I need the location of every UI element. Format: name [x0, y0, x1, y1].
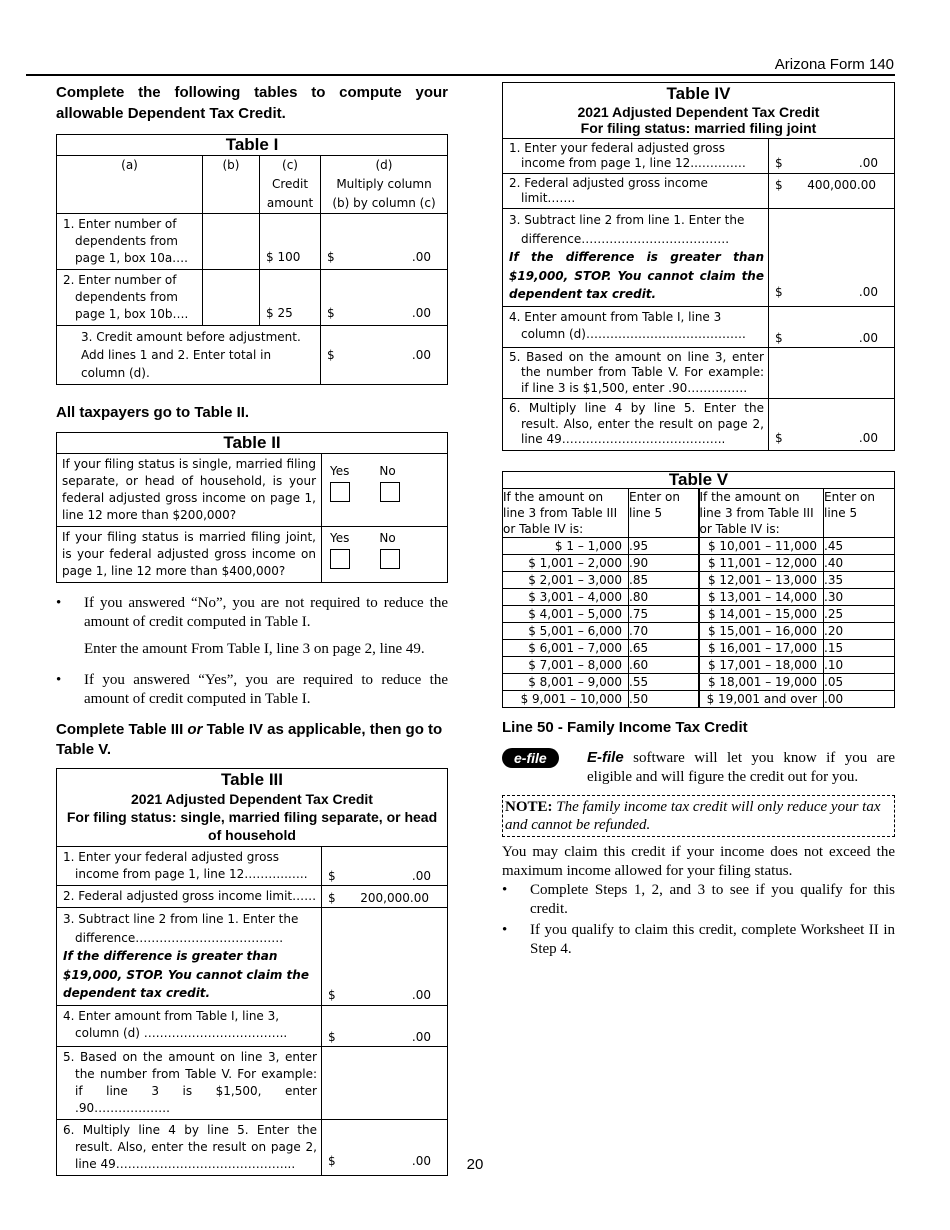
table-4-line-5-amount[interactable] — [769, 347, 895, 399]
table-5-range-high: $ 17,001 – 18,000 — [699, 656, 824, 673]
efile-text — [587, 748, 895, 787]
table-3-line-3-warning: If the difference is greater than $19,000, STOP. You cannot claim the dependent tax credit. — [63, 949, 309, 1000]
dollar-sign: $ — [328, 869, 336, 883]
table-5-factor-low: .85 — [629, 571, 699, 588]
dollar-sign: $ — [775, 330, 783, 345]
table-5-factor-low: .80 — [629, 588, 699, 605]
note-box — [502, 795, 895, 837]
table-5-header-enter: Enter on line 5 — [629, 488, 699, 537]
amount-value: .00 — [411, 348, 431, 362]
line-50-bullet-2: • If you qualify to claim this credit, complete Worksheet II in Step 4. — [502, 921, 895, 959]
dollar-sign: $ — [328, 1153, 336, 1168]
table-3-line-1-amount[interactable] — [322, 847, 448, 886]
table-5-factor-high: .45 — [824, 537, 895, 554]
amount-value: .00 — [858, 156, 878, 170]
table-1-line-3-result[interactable] — [321, 326, 448, 385]
no-label: No — [379, 531, 396, 545]
bullet-answered-no-instruction: Enter the amount From Table I, line 3 on page 2, line 49. — [84, 641, 425, 657]
table-2-question-1: If your filing status is single, married filing separate, or head of household, is your federal adjusted gross income on page 1, line 12 more than $200,000? — [57, 454, 322, 527]
complete-table-heading — [56, 720, 448, 760]
no-label: No — [379, 464, 396, 478]
table-4-line-4-amount[interactable] — [769, 306, 895, 347]
heading-part: Complete Table III — [56, 721, 188, 738]
table-4-line-2-label: 2. Federal adjusted gross income limit……. — [503, 174, 769, 209]
table-4-line-1-amount[interactable] — [769, 139, 895, 174]
table-5-header-enter-2: Enter on line 5 — [824, 488, 895, 537]
table-4-filing-status: For filing status: married filing joint — [580, 120, 817, 136]
table-1-col-b: (b) — [203, 156, 260, 214]
table-5-factor-high: .40 — [824, 554, 895, 571]
table-1-line-1-input[interactable] — [203, 214, 260, 270]
table-3-line-1-label: 1. Enter your federal adjusted gross income from page 1, line 12………..….. — [57, 847, 322, 886]
page-number: 20 — [466, 1156, 484, 1173]
table-3-title: Table III — [220, 770, 284, 789]
table-4-line-5-label: 5. Based on the amount on line 3, enter the number from Table V. For example: if line 3 is $1,500, enter .90…………… — [503, 347, 769, 399]
table-5-title: Table V — [503, 471, 895, 488]
efile-bold: E-file — [587, 748, 624, 766]
table-5-range-high: $ 14,001 – 15,000 — [699, 605, 824, 622]
table-5-row — [503, 571, 895, 588]
table-2-q1-no-checkbox[interactable] — [380, 482, 400, 502]
table-4-line-3-amount[interactable] — [769, 209, 895, 307]
table-4-line-3-label: 3. Subtract line 2 from line 1. Enter the difference………………………………. — [509, 213, 745, 246]
dollar-sign: $ — [328, 1029, 336, 1044]
dollar-sign: $ — [328, 891, 336, 905]
table-1-line-1-result[interactable] — [321, 214, 448, 270]
table-5-range-low: $ 8,001 – 9,000 — [503, 673, 629, 690]
table-5 — [502, 471, 895, 708]
table-5-header-range: If the amount on line 3 from Table III or Table IV is: — [503, 488, 629, 537]
table-3-subtitle: 2021 Adjusted Dependent Tax Credit — [131, 791, 373, 807]
table-1-line-1-credit: $ 100 — [266, 250, 301, 264]
bullet-answered-yes: • If you answered “Yes”, you are required to reduce the amount of credit computed in Table I. — [56, 671, 448, 709]
table-4-title: Table IV — [666, 84, 731, 103]
table-5-range-high: $ 12,001 – 13,000 — [699, 571, 824, 588]
table-4-line-2-value: 400,000.00 — [807, 178, 876, 192]
efile-logo: e-file — [502, 748, 559, 768]
line-50-paragraph: You may claim this credit if your income does not exceed the maximum income allowed for your filing status. — [502, 843, 895, 879]
dollar-sign: $ — [327, 306, 335, 320]
table-3-line-5-label: 5. Based on the amount on line 3, enter the number from Table V. For example: if line 3 is $1,500, enter .90………………. — [57, 1046, 322, 1119]
table-5-factor-low: .55 — [629, 673, 699, 690]
table-5-header-range-2: If the amount on line 3 from Table III or Table IV is: — [699, 488, 824, 537]
table-5-row — [503, 537, 895, 554]
note-label: NOTE: — [505, 798, 553, 815]
table-2-q2-no-checkbox[interactable] — [380, 549, 400, 569]
table-3-line-2-label: 2. Federal adjusted gross income limit…… — [57, 886, 322, 908]
amount-value: .00 — [858, 431, 878, 445]
table-5-factor-high: .35 — [824, 571, 895, 588]
amount-value: .00 — [411, 869, 431, 883]
table-3-filing-status: For filing status: single, married filing separate, or head of household — [66, 809, 438, 843]
table-2-q2-yes-checkbox[interactable] — [330, 549, 350, 569]
table-2-q1-yes-checkbox[interactable] — [330, 482, 350, 502]
intro-text: Complete the following tables to compute your allowable Dependent Tax Credit. — [56, 84, 448, 122]
table-5-factor-high: .15 — [824, 639, 895, 656]
table-5-range-low: $ 2,001 – 3,000 — [503, 571, 629, 588]
table-1-line-2-result[interactable] — [321, 270, 448, 326]
table-4 — [502, 82, 895, 451]
table-1 — [56, 134, 448, 385]
amount-value: .00 — [858, 285, 878, 299]
efile-block — [502, 748, 895, 787]
table-3-line-6-label: 6. Multiply line 4 by line 5. Enter the result. Also, enter the result on page 2, line 49……………………………………... — [57, 1119, 322, 1175]
dollar-sign: $ — [327, 348, 335, 362]
table-5-factor-low: .65 — [629, 639, 699, 656]
table-2 — [56, 432, 448, 583]
right-column — [502, 82, 895, 959]
table-5-factor-high: .05 — [824, 673, 895, 690]
table-5-body — [503, 537, 895, 707]
table-3-line-2-value: 200,000.00 — [360, 891, 429, 905]
note-text: The family income tax credit will only reduce your tax and cannot be refunded. — [505, 798, 881, 833]
table-5-factor-low: .95 — [629, 537, 699, 554]
table-5-range-low: $ 5,001 – 6,000 — [503, 622, 629, 639]
table-1-line-2-input[interactable] — [203, 270, 260, 326]
dollar-sign: $ — [328, 988, 336, 1002]
table-3-line-3-amount[interactable] — [322, 908, 448, 1006]
table-5-range-low: $ 1,001 – 2,000 — [503, 554, 629, 571]
table-5-range-high: $ 13,001 – 14,000 — [699, 588, 824, 605]
table-1-col-c: (c) Credit amount — [260, 156, 321, 214]
amount-value: .00 — [411, 250, 431, 264]
table-5-range-low: $ 6,001 – 7,000 — [503, 639, 629, 656]
table-5-range-low: $ 4,001 – 5,000 — [503, 605, 629, 622]
header-rule — [26, 74, 895, 76]
table-5-factor-low: .60 — [629, 656, 699, 673]
table-4-line-4-label: 4. Enter amount from Table I, line 3 column (d)…………………………………. — [503, 306, 769, 347]
amount-value: .00 — [411, 306, 431, 320]
table-5-factor-low: .50 — [629, 690, 699, 707]
table-2-title: Table II — [57, 433, 448, 454]
table-1-line-3-label: 3. Credit amount before adjustment. Add lines 1 and 2. Enter total in column (d). — [57, 326, 321, 385]
table-4-line-3-warning: If the difference is greater than $19,000, STOP. You cannot claim the dependent tax credit. — [509, 250, 764, 301]
table-1-line-2-credit: $ 25 — [266, 306, 293, 320]
table-5-factor-high: .30 — [824, 588, 895, 605]
table-4-line-6-label: 6. Multiply line 4 by line 5. Enter the result. Also, enter the result on page 2, line 49………………………………….. — [503, 399, 769, 451]
table-5-range-low: $ 3,001 – 4,000 — [503, 588, 629, 605]
bullet-answered-no: • If you answered “No”, you are not required to reduce the amount of credit computed in Table I. — [56, 594, 448, 632]
table-5-range-high: $ 19,001 and over — [699, 690, 824, 707]
form-name: Arizona Form 140 — [774, 56, 894, 73]
table-5-factor-high: .20 — [824, 622, 895, 639]
table-5-range-high: $ 10,001 – 11,000 — [699, 537, 824, 554]
yes-label: Yes — [330, 464, 350, 478]
table-5-row — [503, 554, 895, 571]
amount-value: .00 — [411, 1153, 431, 1168]
table-5-factor-low: .75 — [629, 605, 699, 622]
table-5-factor-high: .10 — [824, 656, 895, 673]
left-column — [56, 82, 448, 1176]
table-4-subtitle: 2021 Adjusted Dependent Tax Credit — [577, 104, 820, 120]
heading-or: or — [187, 721, 203, 738]
table-5-range-low: $ 1 – 1,000 — [503, 537, 629, 554]
table-3-line-5-amount[interactable] — [322, 1046, 448, 1119]
dollar-sign: $ — [327, 250, 335, 264]
table-1-line-1-label: 1. Enter number of dependents from page 1, box 10a…. — [57, 214, 203, 270]
table-3-line-4-label: 4. Enter amount from Table I, line 3, column (d) ….………………………….. — [57, 1005, 322, 1046]
dollar-sign: $ — [775, 285, 783, 299]
table-5-range-high: $ 15,001 – 16,000 — [699, 622, 824, 639]
dollar-sign: $ — [775, 431, 783, 445]
table-4-line-6-amount[interactable] — [769, 399, 895, 451]
table-5-range-high: $ 18,001 – 19,000 — [699, 673, 824, 690]
table-5-factor-low: .90 — [629, 554, 699, 571]
table-3 — [56, 768, 448, 1176]
table-1-col-d: (d) Multiply column (b) by column (c) — [321, 156, 448, 214]
line-50-bullet-1: • Complete Steps 1, 2, and 3 to see if you qualify for this credit. — [502, 881, 895, 919]
amount-value: .00 — [858, 330, 878, 345]
table-4-line-1-label: 1. Enter your federal adjusted gross income from page 1, line 12..………… — [503, 139, 769, 174]
amount-value: .00 — [411, 988, 431, 1002]
table-5-range-low: $ 9,001 – 10,000 — [503, 690, 629, 707]
table-5-row — [503, 622, 895, 639]
table-5-row — [503, 656, 895, 673]
amount-value: .00 — [411, 1029, 431, 1044]
table-3-line-3-label: 3. Subtract line 2 from line 1. Enter the difference………………………………. — [63, 912, 299, 945]
line-50-heading: Line 50 - Family Income Tax Credit — [502, 718, 748, 736]
heading-part: Table IV as applicable, then go to Table V. — [56, 721, 443, 758]
table-5-factor-low: .70 — [629, 622, 699, 639]
table-5-row — [503, 588, 895, 605]
table-5-row — [503, 639, 895, 656]
table-3-line-4-amount[interactable] — [322, 1005, 448, 1046]
yes-label: Yes — [330, 531, 350, 545]
table-5-range-high: $ 11,001 – 12,000 — [699, 554, 824, 571]
table-1-title: Table I — [57, 135, 448, 156]
table-2-question-2: If your filing status is married filing joint, is your federal adjusted gross income on page 1, line 12 more than $400,000? — [57, 527, 322, 583]
table-1-col-a: (a) — [57, 156, 203, 214]
table-1-line-2-label: 2. Enter number of dependents from page 1, box 10b…. — [57, 270, 203, 326]
efile-description: software will let you know if you are eligible and will figure the credit out for you. — [587, 749, 895, 785]
table-5-factor-high: .00 — [824, 690, 895, 707]
table-5-range-high: $ 16,001 – 17,000 — [699, 639, 824, 656]
dollar-sign: $ — [775, 156, 783, 170]
table-5-row — [503, 673, 895, 690]
table-5-range-low: $ 7,001 – 8,000 — [503, 656, 629, 673]
table-5-row — [503, 690, 895, 707]
dollar-sign: $ — [775, 178, 783, 192]
all-taxpayers-heading: All taxpayers go to Table II. — [56, 404, 250, 421]
table-5-factor-high: .25 — [824, 605, 895, 622]
table-5-row — [503, 605, 895, 622]
